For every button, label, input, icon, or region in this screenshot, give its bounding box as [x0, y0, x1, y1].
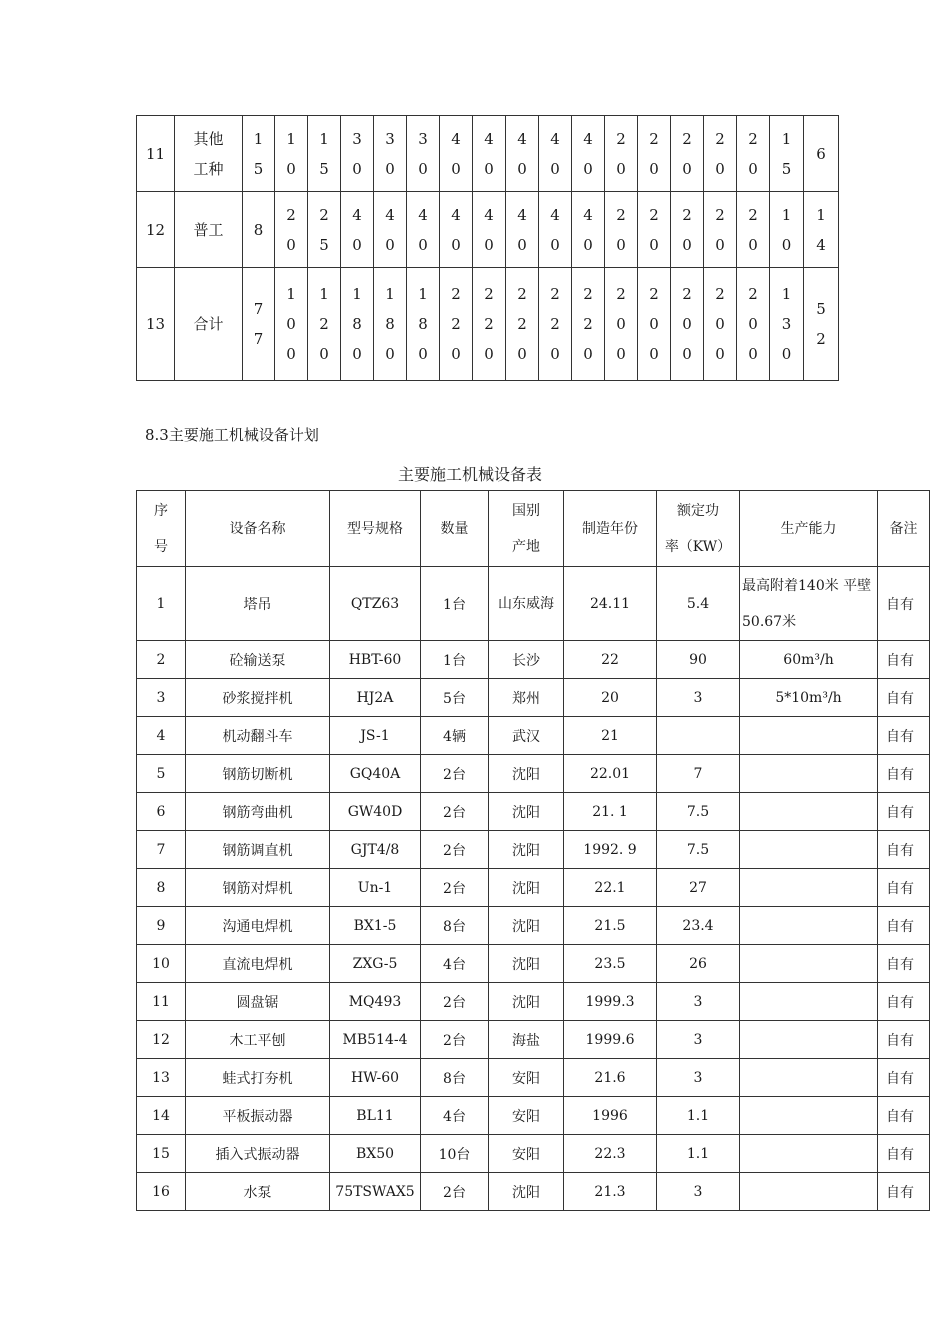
equipment-cell: 2台 — [421, 1173, 489, 1211]
equipment-cell: 5 — [137, 755, 186, 793]
equipment-cell: 1 — [137, 567, 186, 641]
equipment-cell: 26 — [657, 945, 740, 983]
labor-cell: 7 7 — [243, 268, 275, 381]
labor-cell: 1 5 — [770, 116, 804, 192]
equipment-cell: 1999.3 — [564, 983, 657, 1021]
equipment-cell: 3 — [657, 983, 740, 1021]
labor-cell: 2 0 — [704, 116, 737, 192]
labor-cell: 2 0 — [605, 192, 638, 268]
labor-cell: 4 0 — [506, 116, 539, 192]
equipment-cell: MB514-4 — [330, 1021, 421, 1059]
equipment-header-cell: 型号规格 — [330, 491, 421, 567]
labor-cell: 2 0 — [638, 116, 671, 192]
equipment-cell: 11 — [137, 983, 186, 1021]
labor-cell: 1 0 — [770, 192, 804, 268]
equipment-cell: 20 — [564, 679, 657, 717]
equipment-header-cell: 生产能力 — [740, 491, 878, 567]
labor-cell: 2 2 0 — [506, 268, 539, 381]
equipment-cell: 3 — [657, 679, 740, 717]
labor-cell: 2 5 — [308, 192, 341, 268]
labor-cell: 2 0 0 — [605, 268, 638, 381]
equipment-cell: 4台 — [421, 1097, 489, 1135]
equipment-cell: HBT-60 — [330, 641, 421, 679]
equipment-row — [137, 1021, 930, 1059]
equipment-cell: 钢筋切断机 — [186, 755, 330, 793]
equipment-row — [137, 755, 930, 793]
labor-cell: 4 0 — [572, 116, 605, 192]
equipment-cell: 7 — [137, 831, 186, 869]
equipment-cell: 海盐 — [489, 1021, 564, 1059]
equipment-cell: 自有 — [878, 567, 930, 641]
equipment-cell: 1996 — [564, 1097, 657, 1135]
equipment-row — [137, 567, 930, 641]
equipment-cell: 圆盘锯 — [186, 983, 330, 1021]
equipment-cell: 13 — [137, 1059, 186, 1097]
labor-row — [137, 192, 839, 268]
labor-cell: 1 4 — [804, 192, 839, 268]
labor-cell: 4 0 — [341, 192, 374, 268]
equipment-cell — [740, 1135, 878, 1173]
equipment-cell: 5台 — [421, 679, 489, 717]
labor-cell: 1 0 — [275, 116, 308, 192]
equipment-cell: 钢筋弯曲机 — [186, 793, 330, 831]
equipment-cell: 21 — [564, 717, 657, 755]
labor-cell: 1 8 0 — [407, 268, 440, 381]
equipment-cell: 8台 — [421, 907, 489, 945]
equipment-cell: 5.4 — [657, 567, 740, 641]
equipment-cell: 砼输送泵 — [186, 641, 330, 679]
equipment-cell: 山东威海 — [489, 567, 564, 641]
equipment-cell: 蛙式打夯机 — [186, 1059, 330, 1097]
equipment-header-cell: 备注 — [878, 491, 930, 567]
equipment-cell: 1台 — [421, 567, 489, 641]
equipment-cell: 最高附着140米 平壁50.67米 — [740, 567, 878, 641]
labor-row-number: 11 — [137, 116, 175, 192]
equipment-cell: 沈阳 — [489, 755, 564, 793]
equipment-cell: 沈阳 — [489, 1173, 564, 1211]
equipment-cell: BX1-5 — [330, 907, 421, 945]
equipment-cell: 自有 — [878, 717, 930, 755]
equipment-row — [137, 1135, 930, 1173]
equipment-cell: 8台 — [421, 1059, 489, 1097]
labor-cell: 5 2 — [804, 268, 839, 381]
equipment-cell: 1999.6 — [564, 1021, 657, 1059]
equipment-cell: 沈阳 — [489, 869, 564, 907]
equipment-cell: 1.1 — [657, 1135, 740, 1173]
equipment-cell: 21.3 — [564, 1173, 657, 1211]
equipment-cell: 4台 — [421, 945, 489, 983]
equipment-cell: JS-1 — [330, 717, 421, 755]
equipment-cell: 3 — [657, 1173, 740, 1211]
equipment-cell: 自有 — [878, 641, 930, 679]
equipment-cell: 3 — [657, 1021, 740, 1059]
labor-cell: 4 0 — [407, 192, 440, 268]
labor-cell: 6 — [804, 116, 839, 192]
equipment-cell: 长沙 — [489, 641, 564, 679]
labor-row — [137, 116, 839, 192]
equipment-cell: 1.1 — [657, 1097, 740, 1135]
labor-cell: 4 0 — [506, 192, 539, 268]
equipment-cell: 砂浆搅拌机 — [186, 679, 330, 717]
labor-cell: 2 2 0 — [473, 268, 506, 381]
equipment-header-cell: 序 号 — [137, 491, 186, 567]
labor-cell: 4 0 — [473, 116, 506, 192]
labor-cell: 2 0 0 — [638, 268, 671, 381]
equipment-cell: 23.5 — [564, 945, 657, 983]
equipment-cell — [740, 1097, 878, 1135]
equipment-cell: 自有 — [878, 983, 930, 1021]
equipment-cell: 自有 — [878, 1021, 930, 1059]
equipment-cell: 平板振动器 — [186, 1097, 330, 1135]
equipment-cell: 自有 — [878, 831, 930, 869]
equipment-cell: HJ2A — [330, 679, 421, 717]
equipment-row — [137, 1059, 930, 1097]
equipment-row — [137, 945, 930, 983]
equipment-row — [137, 907, 930, 945]
table-caption: 主要施工机械设备表 — [397, 465, 542, 484]
equipment-cell: MQ493 — [330, 983, 421, 1021]
equipment-cell: 16 — [137, 1173, 186, 1211]
equipment-cell: 60m³/h — [740, 641, 878, 679]
labor-cell: 4 0 — [473, 192, 506, 268]
equipment-header-cell: 国别 产地 — [489, 491, 564, 567]
labor-cell: 2 0 — [737, 192, 770, 268]
equipment-cell: 郑州 — [489, 679, 564, 717]
equipment-cell: 15 — [137, 1135, 186, 1173]
equipment-cell: 22 — [564, 641, 657, 679]
labor-row-number: 13 — [137, 268, 175, 381]
equipment-row — [137, 869, 930, 907]
labor-cell: 2 0 — [737, 116, 770, 192]
equipment-cell: BX50 — [330, 1135, 421, 1173]
equipment-cell: 安阳 — [489, 1059, 564, 1097]
equipment-cell: 沟通电焊机 — [186, 907, 330, 945]
equipment-cell: 23.4 — [657, 907, 740, 945]
equipment-cell: 21.6 — [564, 1059, 657, 1097]
equipment-cell: 2 — [137, 641, 186, 679]
equipment-cell: 22.3 — [564, 1135, 657, 1173]
equipment-cell: 自有 — [878, 1135, 930, 1173]
equipment-cell: 9 — [137, 907, 186, 945]
equipment-cell: 安阳 — [489, 1135, 564, 1173]
labor-cell: 1 3 0 — [770, 268, 804, 381]
equipment-header-cell: 数量 — [421, 491, 489, 567]
labor-cell: 2 2 0 — [572, 268, 605, 381]
labor-cell: 2 0 0 — [671, 268, 704, 381]
equipment-header-cell: 设备名称 — [186, 491, 330, 567]
labor-cell: 3 0 — [374, 116, 407, 192]
equipment-cell: 2台 — [421, 983, 489, 1021]
equipment-cell: 自有 — [878, 755, 930, 793]
equipment-cell — [740, 869, 878, 907]
equipment-cell — [740, 717, 878, 755]
equipment-cell: 自有 — [878, 907, 930, 945]
labor-cell: 4 0 — [539, 116, 572, 192]
equipment-cell: 1台 — [421, 641, 489, 679]
labor-row-number: 12 — [137, 192, 175, 268]
labor-cell: 4 0 — [440, 192, 473, 268]
equipment-cell: 4 — [137, 717, 186, 755]
equipment-cell: 沈阳 — [489, 831, 564, 869]
equipment-cell: 21.5 — [564, 907, 657, 945]
equipment-cell: ZXG-5 — [330, 945, 421, 983]
equipment-row — [137, 983, 930, 1021]
equipment-cell: 2台 — [421, 793, 489, 831]
labor-cell: 3 0 — [407, 116, 440, 192]
labor-cell: 2 0 0 — [737, 268, 770, 381]
equipment-cell: 7 — [657, 755, 740, 793]
section-heading: 8.3主要施工机械设备计划 — [145, 426, 319, 444]
equipment-cell: GW40D — [330, 793, 421, 831]
labor-cell: 4 0 — [440, 116, 473, 192]
equipment-cell: 7.5 — [657, 831, 740, 869]
equipment-row — [137, 1173, 930, 1211]
equipment-cell: 10台 — [421, 1135, 489, 1173]
equipment-cell — [657, 717, 740, 755]
equipment-cell: 钢筋调直机 — [186, 831, 330, 869]
equipment-cell: 沈阳 — [489, 793, 564, 831]
equipment-cell: 水泵 — [186, 1173, 330, 1211]
labor-cell: 2 0 — [671, 192, 704, 268]
equipment-cell: 27 — [657, 869, 740, 907]
labor-cell: 4 0 — [572, 192, 605, 268]
equipment-cell: GJT4/8 — [330, 831, 421, 869]
equipment-cell: 22.1 — [564, 869, 657, 907]
labor-cell: 8 — [243, 192, 275, 268]
labor-row-name: 合计 — [175, 268, 243, 381]
equipment-table — [136, 490, 930, 1211]
labor-cell: 1 8 0 — [341, 268, 374, 381]
equipment-header-cell: 额定功 率（KW） — [657, 491, 740, 567]
labor-cell: 1 5 — [243, 116, 275, 192]
equipment-cell: HW-60 — [330, 1059, 421, 1097]
equipment-cell: 2台 — [421, 831, 489, 869]
equipment-cell: 10 — [137, 945, 186, 983]
equipment-cell: 木工平刨 — [186, 1021, 330, 1059]
equipment-cell: 钢筋对焊机 — [186, 869, 330, 907]
equipment-cell: 3 — [137, 679, 186, 717]
equipment-row — [137, 717, 930, 755]
labor-cell: 2 0 — [275, 192, 308, 268]
equipment-cell: Un-1 — [330, 869, 421, 907]
equipment-cell: 安阳 — [489, 1097, 564, 1135]
equipment-cell: 自有 — [878, 1059, 930, 1097]
equipment-cell — [740, 907, 878, 945]
equipment-cell: 2台 — [421, 1021, 489, 1059]
equipment-cell: 7.5 — [657, 793, 740, 831]
labor-cell: 2 2 0 — [440, 268, 473, 381]
equipment-cell: GQ40A — [330, 755, 421, 793]
labor-row-name: 普工 — [175, 192, 243, 268]
equipment-cell: 2台 — [421, 755, 489, 793]
equipment-cell: 14 — [137, 1097, 186, 1135]
equipment-cell: 直流电焊机 — [186, 945, 330, 983]
equipment-cell — [740, 1173, 878, 1211]
labor-cell: 2 2 0 — [539, 268, 572, 381]
labor-cell: 1 0 0 — [275, 268, 308, 381]
equipment-row — [137, 1097, 930, 1135]
equipment-cell: 90 — [657, 641, 740, 679]
labor-cell: 2 0 — [638, 192, 671, 268]
equipment-cell: 沈阳 — [489, 945, 564, 983]
equipment-cell: 21. 1 — [564, 793, 657, 831]
labor-cell: 2 0 — [605, 116, 638, 192]
labor-cell: 2 0 — [704, 192, 737, 268]
equipment-row — [137, 793, 930, 831]
equipment-cell: 12 — [137, 1021, 186, 1059]
equipment-cell: 机动翻斗车 — [186, 717, 330, 755]
labor-cell: 4 0 — [539, 192, 572, 268]
equipment-cell: 塔吊 — [186, 567, 330, 641]
equipment-cell — [740, 793, 878, 831]
equipment-cell: QTZ63 — [330, 567, 421, 641]
labor-cell: 2 0 0 — [704, 268, 737, 381]
equipment-cell: 武汉 — [489, 717, 564, 755]
equipment-header-cell: 制造年份 — [564, 491, 657, 567]
equipment-cell: 22.01 — [564, 755, 657, 793]
labor-cell: 1 8 0 — [374, 268, 407, 381]
equipment-cell: 自有 — [878, 679, 930, 717]
equipment-cell — [740, 1021, 878, 1059]
equipment-cell: 自有 — [878, 1173, 930, 1211]
equipment-cell: 沈阳 — [489, 983, 564, 1021]
equipment-row — [137, 831, 930, 869]
equipment-cell: 8 — [137, 869, 186, 907]
equipment-cell — [740, 831, 878, 869]
equipment-cell: 插入式振动器 — [186, 1135, 330, 1173]
equipment-cell — [740, 983, 878, 1021]
equipment-header-row — [137, 491, 930, 567]
equipment-cell: 4辆 — [421, 717, 489, 755]
labor-cell: 2 0 — [671, 116, 704, 192]
labor-cell: 4 0 — [374, 192, 407, 268]
equipment-cell: 3 — [657, 1059, 740, 1097]
labor-cell: 1 2 0 — [308, 268, 341, 381]
equipment-cell: 沈阳 — [489, 907, 564, 945]
labor-table — [136, 115, 839, 381]
equipment-cell — [740, 755, 878, 793]
equipment-cell: 24.11 — [564, 567, 657, 641]
labor-row — [137, 268, 839, 381]
equipment-cell: 5*10m³/h — [740, 679, 878, 717]
equipment-cell: 2台 — [421, 869, 489, 907]
equipment-row — [137, 679, 930, 717]
equipment-cell: 自有 — [878, 945, 930, 983]
equipment-cell — [740, 1059, 878, 1097]
equipment-cell: 1992. 9 — [564, 831, 657, 869]
equipment-cell: 6 — [137, 793, 186, 831]
equipment-cell: 自有 — [878, 793, 930, 831]
labor-cell: 3 0 — [341, 116, 374, 192]
equipment-cell — [740, 945, 878, 983]
equipment-cell: BL11 — [330, 1097, 421, 1135]
labor-row-name: 其他 工种 — [175, 116, 243, 192]
equipment-cell: 75TSWAX5 — [330, 1173, 421, 1211]
equipment-cell: 自有 — [878, 1097, 930, 1135]
labor-cell: 1 5 — [308, 116, 341, 192]
equipment-cell: 自有 — [878, 869, 930, 907]
equipment-row — [137, 641, 930, 679]
